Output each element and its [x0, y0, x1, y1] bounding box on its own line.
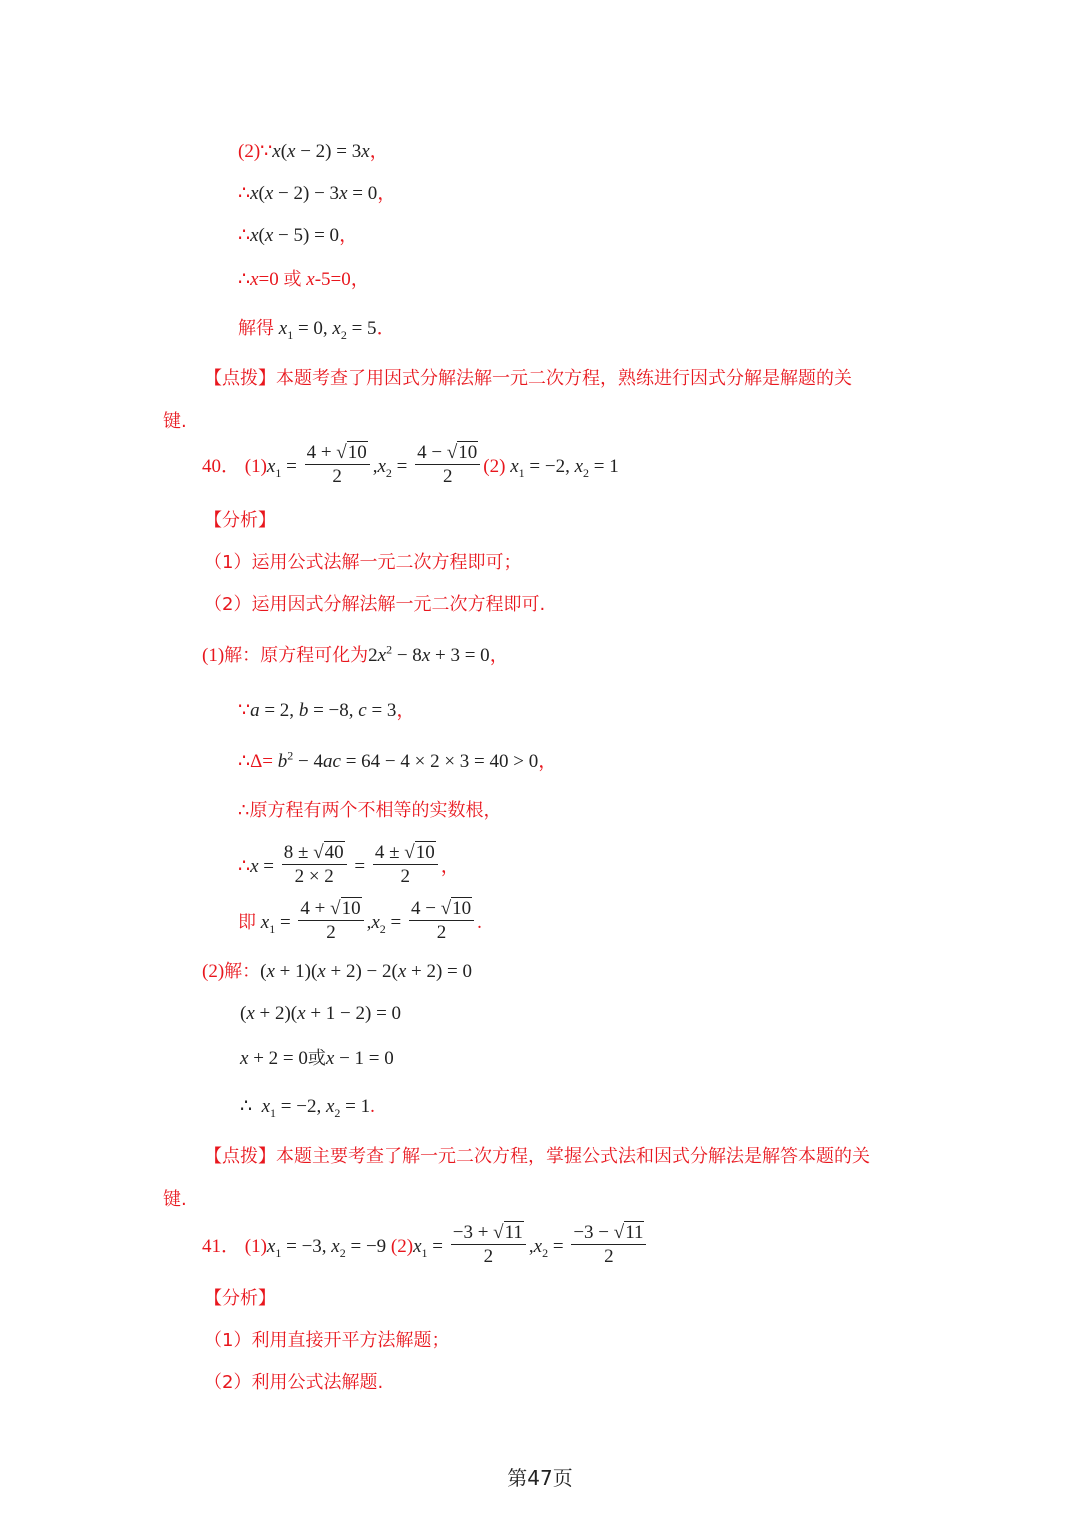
q40-sol1-line3: ∴Δ= $b^2 - 4ac = 64 - 4 \times 2 \times 3 = 40 > 0$， — [238, 748, 558, 772]
q39-step-3: ∴x(x − 5) = 0， — [238, 225, 359, 246]
q40-sol2-line1: (2)解：(x + 1)(x + 2) − 2(x + 2) = 0 — [202, 961, 473, 982]
q40-analysis-2: （2）运用因式分解法解一元二次方程即可. — [204, 594, 546, 615]
q40-sol2-line2: (x + 2)(x + 1 − 2) = 0 — [240, 1003, 402, 1024]
q40-sol2-line3: x + 2 = 0或x − 1 = 0 — [240, 1048, 394, 1069]
tip-label: 【点拨】 — [204, 1146, 276, 1167]
q41-analysis-1: （1）利用直接开平方法解题； — [204, 1330, 450, 1351]
q39-step-4: ∴x=0 或 x-5=0， — [238, 269, 370, 290]
page-number: 第47页 — [507, 1466, 573, 1490]
tip-text: 本题考查了用因式分解法解一元二次方程，熟练进行因式分解是解题的关 — [276, 368, 852, 389]
tip-label: 【点拨】 — [204, 368, 276, 389]
q39-step-1: (2)∵x(x − 2) = 3x， — [238, 141, 389, 162]
q41-analysis-2: （2）利用公式法解题. — [204, 1372, 384, 1393]
q40-number: 40． — [202, 455, 241, 477]
q41-number: 41． — [202, 1235, 241, 1257]
q40-tip-cont: 键. — [163, 1189, 187, 1210]
q39-tip-cont: 键. — [163, 411, 187, 432]
q40-sol1-line5: ∴x = $\frac{8 \pm √40}{2 \times 2}$ = $\frac{4 \pm √10}{2}$ ， — [238, 842, 460, 887]
q41-analysis-label: 【分析】 — [204, 1288, 276, 1309]
q40-sol1-line6: 即 $x_1$ = $\frac{4 + √10}{2}$ $,x_2$ = $\frac{4 - √10}{2}$ . — [238, 898, 482, 943]
q40-sol1-line2: ∵a = 2, b = −8, c = 3， — [238, 700, 416, 721]
tip-text: 本题主要考查了解一元二次方程，掌握公式法和因式分解法是解答本题的关 — [276, 1146, 870, 1167]
q40-sol2-line4: ∴ $x_1 = -2$, $x_2 = 1$. — [240, 1096, 375, 1120]
q39-step-2: ∴x(x − 2) − 3x = 0， — [238, 183, 397, 204]
q39-step-5: 解得 $x_1 = 0$, $x_2 = 5$． — [238, 318, 396, 342]
q40-tip — [204, 1145, 870, 1169]
q39-tip — [204, 367, 852, 391]
q41-answer: 41． $(1)x_1 = -3$, $x_2 = -9$ $(2)x_1$ = $\frac{-3 + √11}{2}$ $,x_2$ = $\frac{-3 - √11}{2}$ — [202, 1224, 649, 1271]
q40-sol1-line4: ∴原方程有两个不相等的实数根， — [238, 800, 502, 821]
q40-answer: 40． $(1)x_1$ = $\frac{4 + √10}{2}$ $,x_2$ = $\frac{4 - √10}{2}$ (2) $x_1 = -2$, $x_2 = 1$ — [202, 442, 619, 487]
q40-analysis-label: 【分析】 — [204, 510, 276, 531]
q40-analysis-1: （1）运用公式法解一元二次方程即可； — [204, 552, 522, 573]
q40-sol1-line1: (1)解：原方程可化为$2x^2 - 8x + 3 = 0$， — [202, 642, 509, 666]
